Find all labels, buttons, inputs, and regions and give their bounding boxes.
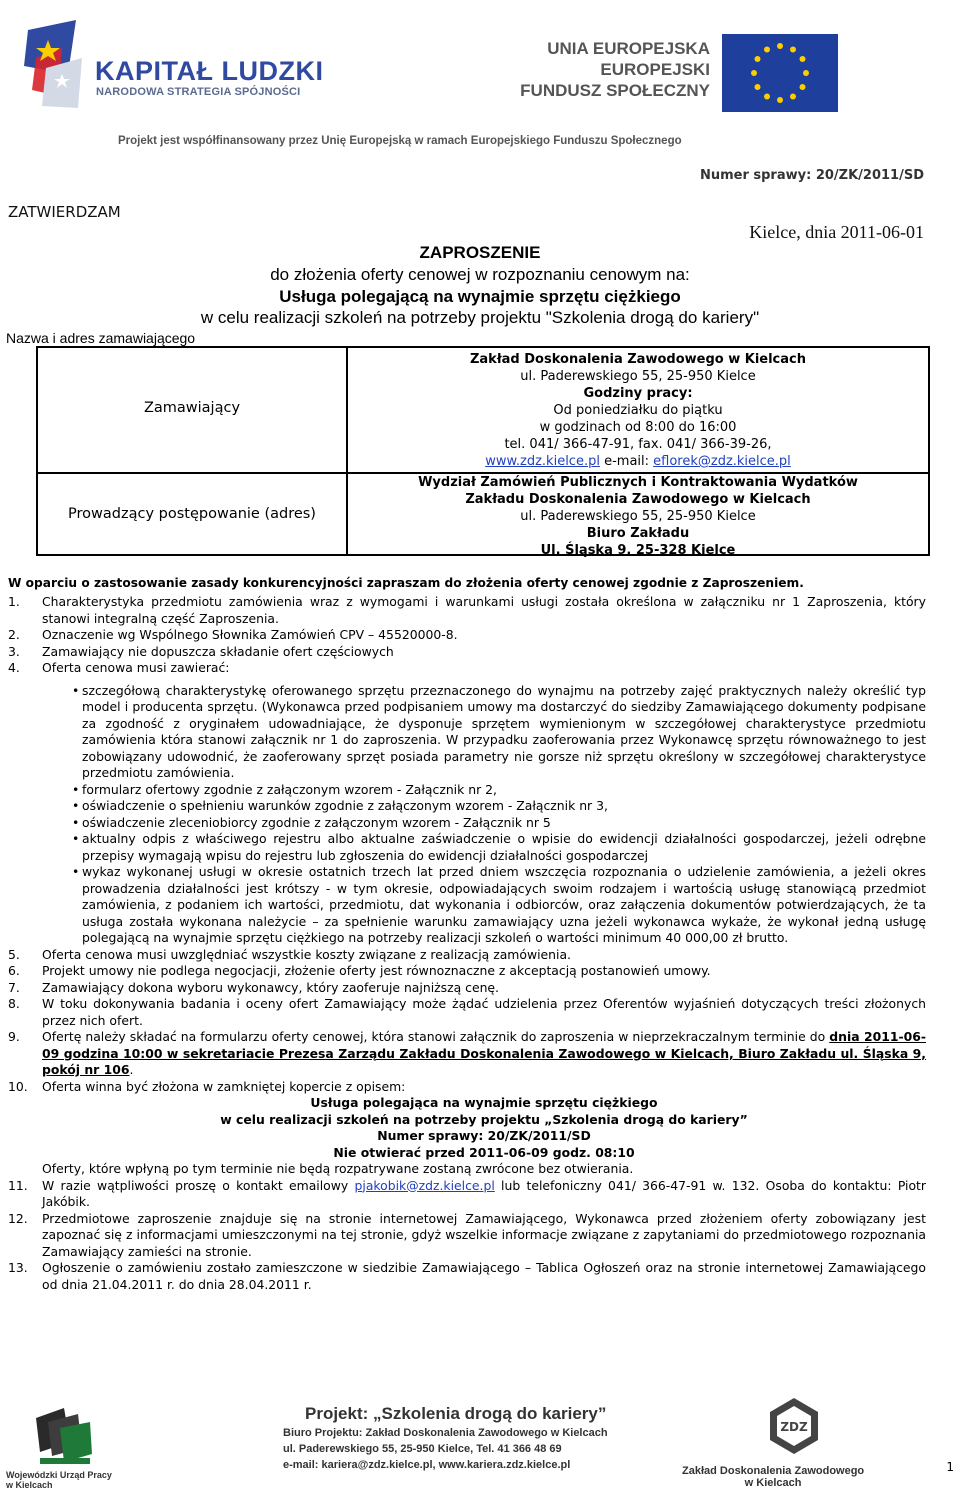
place-date: Kielce, dnia 2011-06-01 <box>749 222 924 242</box>
bullet-item: • szczegółową charakterystykę oferowanego sprzętu przeznaczonego do wynajmu na potrzeby zajęć praktycznych należy określić typ model i producenta sprzętu. (Wykonawca przed podpisaniem umowy ma dostarczyć do siedziby Zamawiającego dokumenty podpisane za zgodność z oryginałem udowadniające, że dysponuje sprzętem wymienionym w szczegółowej charakterystyce przedmiotu zamówienia która stanowi załącznik nr 1 do zaproszenia. W przypadku zaoferowania przez Wykonawcę sprzętu równoważnego to jest zobowiązany udowodnić, że zaoferowany sprzęt posiada parametry nie gorsze niż sprzętu określony w szczegółowej charakterystyce przedmiotu zamówienia. <box>72 682 926 780</box>
bullet-icon: • <box>72 831 80 846</box>
contact-email-link[interactable]: pjakobik@zdz.kielce.pl <box>354 1177 495 1193</box>
svg-text:ZDZ: ZDZ <box>780 1420 808 1434</box>
page-header <box>0 0 960 160</box>
kapital-ludzki-logo <box>18 18 88 110</box>
envelope-line-4: Nie otwierać przed 2011-06-09 godz. 08:10 <box>333 1144 635 1160</box>
list-item: 3. Zamawiający nie dopuszcza składanie ofert częściowych <box>8 643 394 659</box>
kapital-ludzki-subtitle: NARODOWA STRATEGIA SPÓJNOŚCI <box>96 86 301 98</box>
envelope-line-1: Usługa polegająca na wynajmie sprzętu ciężkiego <box>310 1095 658 1110</box>
list-item: 13. Ogłoszenie o zamówieniu zostało zamieszczone w siedzibie Zamawiającego – Tablica Ogłoszeń oraz na stronie internetowej Zamawiającego od dnia 21.04.2011 r. do dnia 28.04.2011 r. <box>8 1260 926 1292</box>
buyer-cell: Zamawiający <box>143 400 241 416</box>
footer-project-title: Projekt: „Szkolenia drogą do kariery” <box>305 1404 607 1423</box>
buyer-address: ul. Paderewskiego 55, 25-950 Kielce <box>520 369 756 384</box>
email-link[interactable]: eflorek@zdz.kielce.pl <box>653 454 791 469</box>
hours-label: Godziny pracy: <box>583 386 693 401</box>
bullet-icon: • <box>72 864 80 879</box>
zdz-logo <box>768 1396 820 1456</box>
envelope-line-3: Numer sprawy: 20/ZK/2011/SD <box>377 1128 591 1143</box>
footer-line-2: ul. Paderewskiego 55, 25-950 Kielce, Tel. 41 366 48 69 <box>283 1443 562 1455</box>
list-item: 11. W razie wątpliwości proszę o kontakt emailowy pjakobik@zdz.kielce.pl lub telefoniczny 041/ 366-47-91 w. 132. Osoba do kontaktu: Piotr Jakóbik. <box>8 1177 927 1209</box>
website-link[interactable]: www.zdz.kielce.pl <box>485 454 600 469</box>
list-item: 10. Oferta winna być złożona w zamkniętej kopercie z opisem: Usługa polegająca na wynajmie sprzętu ciężkiego w celu realizacji szkoleń na potrzeby projektu „Szkolenia drogą do kariery” Numer sprawy: 20/ZK/2011/SD Nie otwierać przed 2011-06-09 godz. 08:10 Oferty, które wpłyną po tym terminie nie będą rozpatrywane zostaną zwrócone bez otwierania. <box>8 1079 926 1178</box>
office-label: Biuro Zakładu <box>586 526 690 541</box>
conductor-cell: Prowadzący postępowanie (adres) <box>68 506 316 522</box>
eu-line-1: UNIA EUROPEJSKA <box>547 39 710 58</box>
hours-time: w godzinach od 8:00 do 16:00 <box>539 420 737 435</box>
envelope-line-2: w celu realizacji szkoleń na potrzeby projektu „Szkolenia drogą do kariery” <box>220 1111 748 1127</box>
department-address: ul. Paderewskiego 55, 25-950 Kielce <box>520 509 756 524</box>
bullet-item: • oświadczenie o spełnieniu warunków zgodnie z załączonym wzorem - Załącznik nr 3, <box>72 798 608 813</box>
list-item: 4. Oferta cenowa musi zawierać: <box>8 660 230 675</box>
page-number: 1 <box>946 1460 954 1474</box>
wup-text: Wojewódzki Urząd Pracy w Kielcach <box>6 1470 112 1490</box>
bullet-icon: • <box>72 682 80 698</box>
eu-flag-icon <box>722 34 838 112</box>
title-line-4: w celu realizacji szkoleń na potrzeby projektu "Szkolenia drogą do kariery" <box>200 308 760 327</box>
phone-fax: tel. 041/ 366-47-91, fax. 041/ 366-39-26, <box>504 437 772 452</box>
approve-label: ZATWIERDZAM <box>8 203 121 221</box>
office-address: Ul. Śląska 9, 25-328 Kielce <box>540 543 736 558</box>
eu-line-2: EUROPEJSKI <box>600 60 710 79</box>
bullet-icon: • <box>72 814 80 830</box>
page-footer <box>0 1380 960 1497</box>
eu-line-3: FUNDUSZ SPOŁECZNY <box>520 81 710 100</box>
list-item: 8. W toku dokonywania badania i oceny ofert Zamawiający może żądać udzielenia przez Oferentów wyjaśnień dotyczących treści złożonych przez nich ofert. <box>8 996 926 1028</box>
buyer-label: Nazwa i adres zamawiającego <box>6 330 196 346</box>
bullet-item: • formularz ofertowy zgodnie z załączonym wzorem - Załącznik nr 2, <box>72 781 497 797</box>
list-item: 9. Ofertę należy składać na formularzu oferty cenowej, która stanowi załącznik do zaproszenia w nieprzekraczalnym terminie do dnia 2011-06-09 godzina 10:00 w sekretariacie Prezesa Zarządu Zakładu Doskonalenia Zawodowego w Kielcach, Biuro Zakładu ul. Śląska 9, pokój nr 106. <box>8 1029 926 1077</box>
bullet-item: • oświadczenie zleceniobiorcy zgodnie z załączonym wzorem - Załącznik nr 5 <box>72 814 551 830</box>
case-number: Numer sprawy: 20/ZK/2011/SD <box>699 168 924 183</box>
conductor-details <box>348 474 928 559</box>
footer-line-3: e-mail: kariera@zdz.kielce.pl, www.kariera.zdz.kielce.pl <box>283 1459 571 1471</box>
department-org: Zakładu Doskonalenia Zawodowego w Kielcach <box>465 492 811 507</box>
bullet-icon: • <box>72 798 80 813</box>
kapital-ludzki-title: KAPITAŁ LUDZKI <box>95 56 324 86</box>
list-item: 12. Przedmiotowe zaproszenie znajduje się na stronie internetowej Zamawiającego, Wykonawca przed złożeniem oferty zobowiązany jest zapoznać się z informacjami umieszczonymi na tej stronie, gdyż wszelkie informacje związane z zapytaniami do przedmiotowego rozpoznania Zamawiający zamieści na stronie. <box>8 1210 926 1259</box>
list-item: 2. Oznaczenie wg Wspólnego Słownika Zamówień CPV – 45520000-8. <box>8 627 458 642</box>
zdz-text: Zakład Doskonalenia Zawodowego w Kielcach <box>682 1465 865 1489</box>
terms-list <box>8 594 926 1293</box>
late-offers-note: Oferty, które wpłyną po tym terminie nie będą rozpatrywane zostaną zwrócone bez otwierania. <box>42 1161 634 1176</box>
title-line-2: do złożenia oferty cenowej w rozpoznaniu cenowym na: <box>270 265 690 284</box>
intro-text: W oparciu o zastosowanie zasady konkurencyjności zapraszam do złożenia oferty cenowej zgodnie z Zaproszeniem. <box>8 576 804 590</box>
email-label: e-mail: <box>599 454 654 469</box>
buyer-details <box>348 351 928 470</box>
list-item: 5. Oferta cenowa musi uwzględniać wszystkie koszty związane z realizacją zamówienia. <box>8 946 571 962</box>
hours-days: Od poniedziałku do piątku <box>553 403 723 418</box>
list-item: 1. Charakterystyka przedmiotu zamówienia wraz z wymogami i warunkami usługi została określona w załączniku nr 1 Zaproszenia, który stanowi integralną część Zaproszenia. <box>8 594 926 626</box>
bullet-icon: • <box>72 781 80 797</box>
web-email-line <box>348 453 928 470</box>
title-line-3: Usługa polegającą na wynajmie sprzętu ciężkiego <box>279 287 681 306</box>
contracting-table <box>36 346 930 556</box>
footer-line-1: Biuro Projektu: Zakład Doskonalenia Zawodowego w Kielcach <box>283 1427 608 1439</box>
bullet-item: • wykaz wykonanej usługi w okresie ostatnich trzech lat przed dniem wszczęcia rozpoznania o udzielenie zamówienia, a jeżeli okres prowadzenia działalności jest krótszy - w tym okresie, odpowiadających swoim rodzajem i wartością usługę stanowiącą przedmiot zamówienia, z podaniem ich wartości, przedmiotu, dat wykonania i odbiorców, oraz załączenia dokumentów potwierdzających, że ta usługa została wykonana należycie – za spełnienie warunku zamawiający uzna jeżeli wykonawca wykaże, że wykonał jedną usługę polegającą na wynajmie sprzętu ciężkiego na potrzeby realizacji szkoleń o wartości minimum 40 000,00 zł brutto. <box>72 864 926 945</box>
list-item: 6. Projekt umowy nie podlega negocjacji, złożenie oferty jest równoznaczne z akceptacją postanowień umowy. <box>8 963 711 978</box>
cofinancing-note: Projekt jest współfinansowany przez Unię Europejską w ramach Europejskiego Funduszu Społecznego <box>118 135 682 147</box>
document-title: ZAPROSZENIE <box>419 243 541 262</box>
buyer-name: Zakład Doskonalenia Zawodowego w Kielcach <box>469 352 806 367</box>
eu-text-block <box>510 38 710 101</box>
list-item: 7. Zamawiający dokona wyboru wykonawcy, który zaoferuje najniższą cenę. <box>8 979 499 995</box>
department-name: Wydział Zamówień Publicznych i Kontraktowania Wydatków <box>418 475 858 490</box>
bullet-item: • aktualny odpis z właściwego rejestru albo aktualne zaświadczenie o wpisie do ewidencji działalności gospodarczej, jeżeli odrębne przepisy wymagają wpisu do rejestru lub zgłoszenia do ewidencji działalności gospodarczej <box>72 831 926 863</box>
deadline-text: dnia 2011-06-09 godzina 10:00 w sekretariacie Prezesa Zarządu Zakładu Doskonalenia Zawodowego w Kielcach, Biuro Zakładu ul. Śląska 9, pokój nr 106 <box>42 1029 926 1077</box>
